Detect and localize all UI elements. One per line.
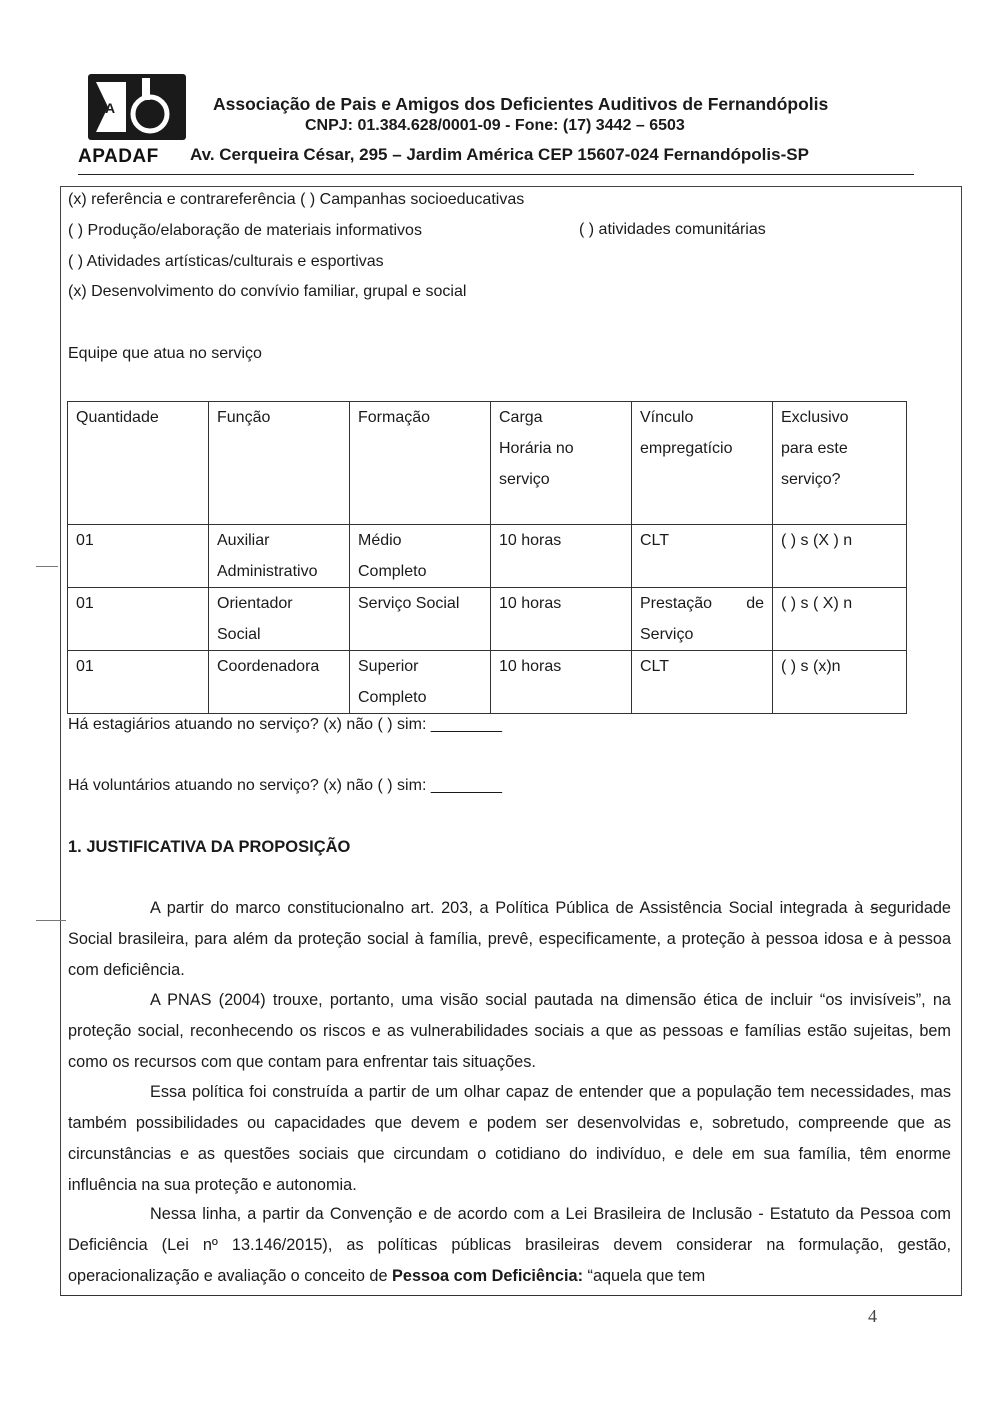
cell-exclusivo: ( ) s (x)n bbox=[773, 651, 907, 714]
paragraph-4: Nessa linha, a partir da Convenção e de acordo com a Lei Brasileira de Inclusão - Estatuto da Pessoa com Deficiência (Lei nº 13.146/2015), as políticas públicas brasileiras devem considerar na formulação, gestão, operacionalização e avaliação o conceito de Pessoa com Deficiência: “aquela que tem bbox=[68, 1205, 951, 1285]
logo-wordmark: APADAF bbox=[78, 146, 159, 167]
paragraph-1: A partir do marco constitucionalno art. 203, a Política Pública de Assistência Social integrada à ꞩeguridade Social brasileira, para além da proteção social à família, prevê, especificamente, a proteção à pessoa idosa e à pessoa com deficiência. bbox=[68, 899, 951, 979]
cell-exclusivo: ( ) s (X ) n bbox=[773, 525, 907, 588]
cell-funcao: Coordenadora bbox=[209, 651, 350, 714]
table-row bbox=[68, 651, 907, 714]
header-exclusivo: Exclusivo para este serviço? bbox=[773, 402, 907, 525]
scan-artifact bbox=[36, 920, 66, 921]
header-quantidade: Quantidade bbox=[68, 402, 209, 525]
checklist-line-1: (x) referência e contrareferência ( ) Campanhas socioeducativas bbox=[68, 191, 525, 208]
cell-funcao: Auxiliar Administrativo bbox=[209, 525, 350, 588]
header-vinculo: Vínculo empregatício bbox=[632, 402, 773, 525]
staff-table bbox=[67, 401, 907, 714]
cell-funcao: Orientador Social bbox=[209, 588, 350, 651]
scan-artifact bbox=[36, 566, 58, 567]
cell-vinculo: Prestação de Serviço bbox=[632, 588, 773, 651]
cell-vinculo: CLT bbox=[632, 525, 773, 588]
volunteers-question: Há voluntários atuando no serviço? (x) não ( ) sim: ________ bbox=[68, 777, 503, 794]
section-title: 1. JUSTIFICATIVA DA PROPOSIÇÃO bbox=[68, 838, 351, 856]
org-address: Av. Cerqueira César, 295 – Jardim América CEP 15607-024 Fernandópolis-SP bbox=[190, 145, 809, 164]
org-name: Associação de Pais e Amigos dos Deficientes Auditivos de Fernandópolis bbox=[213, 94, 829, 114]
header-carga: Carga Horária no serviço bbox=[491, 402, 632, 525]
cell-formacao: Superior Completo bbox=[350, 651, 491, 714]
cell-carga: 10 horas bbox=[491, 588, 632, 651]
page-number: 4 bbox=[868, 1306, 877, 1326]
checklist-line-2-left: ( ) Produção/elaboração de materiais informativos bbox=[68, 222, 422, 239]
cell-qty: 01 bbox=[68, 651, 209, 714]
table-header-row bbox=[68, 402, 907, 525]
header-divider bbox=[78, 174, 914, 175]
checklist-line-4: (x) Desenvolvimento do convívio familiar, grupal e social bbox=[68, 283, 467, 300]
paragraph-2: A PNAS (2004) trouxe, portanto, uma visão social pautada na dimensão ética de incluir “os invisíveis”, na proteção social, reconhecendo os riscos e as vulnerabilidades sociais a que as pessoas e famílias estão sujeitas, bem como os recursos com que contam para enfrentar tais situações. bbox=[68, 991, 951, 1071]
apadaf-logo bbox=[86, 72, 188, 144]
cell-exclusivo: ( ) s ( X) n bbox=[773, 588, 907, 651]
org-cnpj-phone: CNPJ: 01.384.628/0001-09 - Fone: (17) 3442 – 6503 bbox=[305, 117, 685, 134]
cell-carga: 10 horas bbox=[491, 651, 632, 714]
checklist-line-2-right: ( ) atividades comunitárias bbox=[579, 221, 766, 238]
cell-formacao: Médio Completo bbox=[350, 525, 491, 588]
cell-carga: 10 horas bbox=[491, 525, 632, 588]
team-label: Equipe que atua no serviço bbox=[68, 345, 262, 362]
cell-formacao: Serviço Social bbox=[350, 588, 491, 651]
cell-qty: 01 bbox=[68, 525, 209, 588]
table-row bbox=[68, 525, 907, 588]
header-funcao: Função bbox=[209, 402, 350, 525]
checklist-line-3: ( ) Atividades artísticas/culturais e esportivas bbox=[68, 253, 384, 270]
cell-qty: 01 bbox=[68, 588, 209, 651]
cell-vinculo: CLT bbox=[632, 651, 773, 714]
term-pessoa-com-deficiencia: Pessoa com Deficiência: bbox=[392, 1267, 583, 1285]
paragraph-3: Essa política foi construída a partir de um olhar capaz de entender que a população tem necessidades, mas também possibilidades ou capacidades que devem e podem ser desenvolvidas e, sobretudo, compreende que as circunstâncias e as questões sociais que circundam o cotidiano do indivíduo, e dele em sua família, têm enorme influência na sua proteção e autonomia. bbox=[68, 1083, 951, 1194]
header-formacao: Formação bbox=[350, 402, 491, 525]
logo-letter: A bbox=[105, 100, 116, 116]
table-row bbox=[68, 588, 907, 651]
interns-question: Há estagiários atuando no serviço? (x) não ( ) sim: ________ bbox=[68, 716, 503, 733]
